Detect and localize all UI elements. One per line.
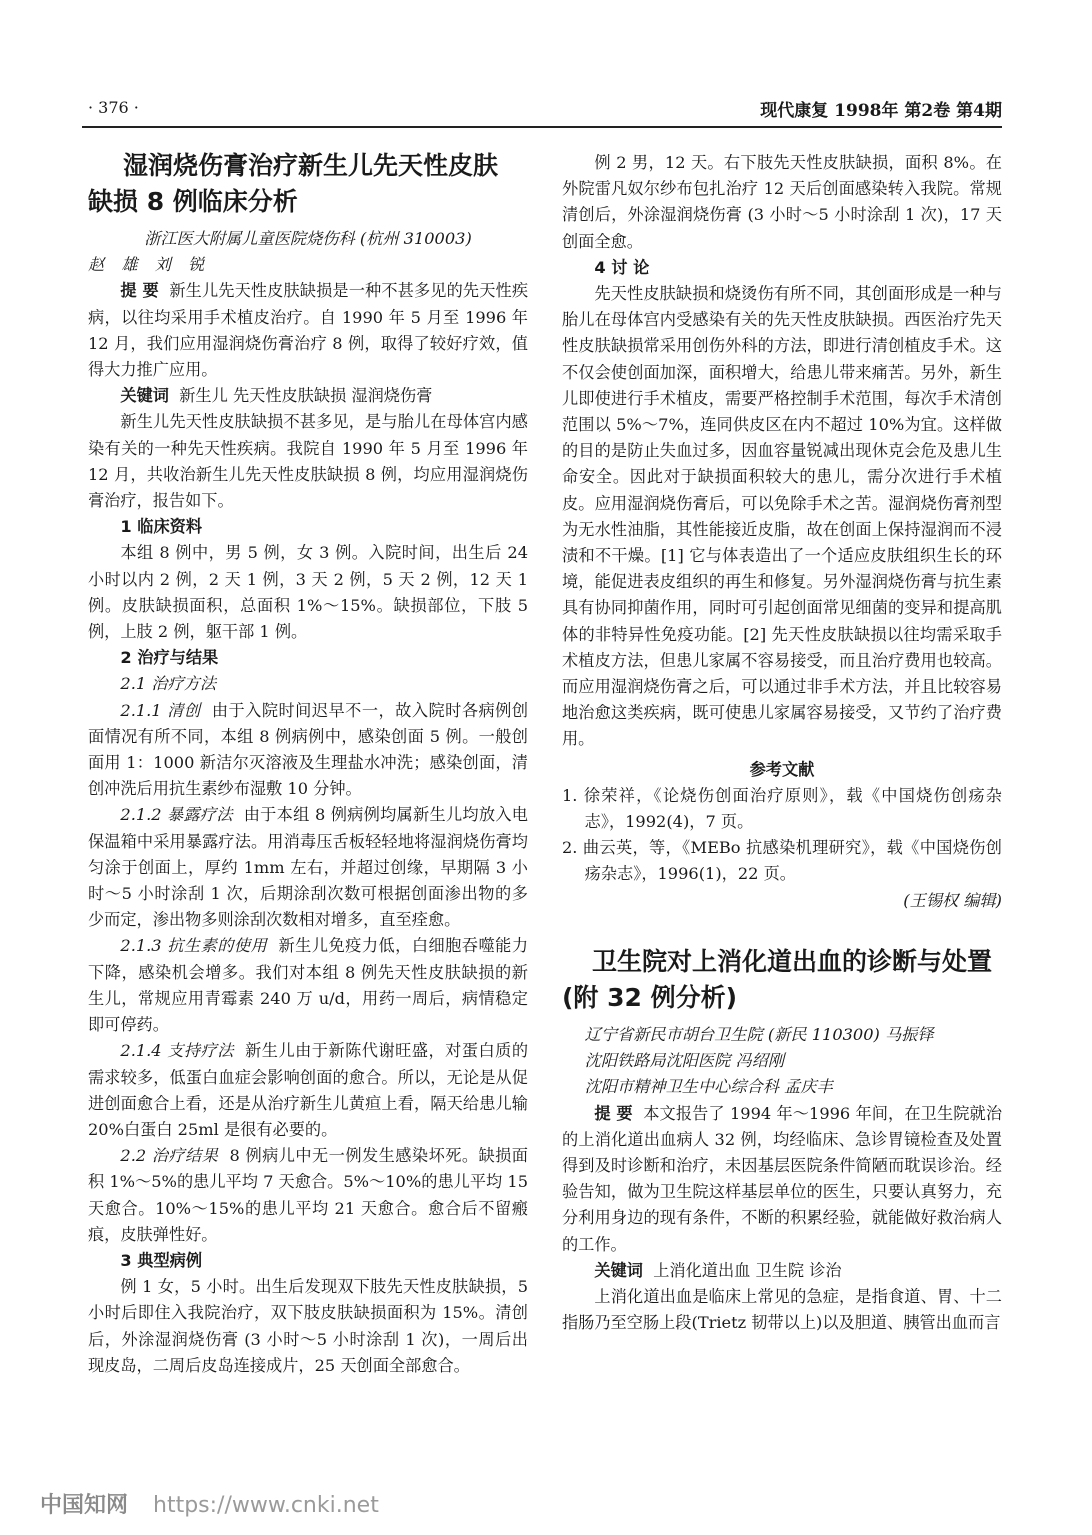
section-2-1-2-text: 由于本组 8 例病例均属新生儿均放入电保温箱中采用暴露疗法。用消毒压舌板轻轻地将湿润烧伤膏均匀涂于创面上，厚约 1mm 左右，并超过创缘，早期隔 3 小时～5 小时涂刮 1 次，后期涂刮次数可根据创面渗出物的多少而定，渗出物多则涂刮次数相对增多，直至痊愈。 bbox=[88, 805, 528, 930]
article1-affiliation: 浙江医大附属儿童医院烧伤科 (杭州 310003) bbox=[144, 229, 472, 248]
section-2-2-label: 2.2 治疗结果 bbox=[120, 1146, 219, 1166]
cnki-site-name: 中国知网 bbox=[40, 1493, 129, 1518]
section-2-1-4-text: 新生儿由于新陈代谢旺盛，对蛋白质的需求较多，低蛋白血症会影响创面的愈合。所以，无论是从促进创面愈合上看，还是从治疗新生儿黄疸上看，隔天给患儿输 20%白蛋白 25ml 是很有必要的。 bbox=[88, 1041, 529, 1139]
keywords-text: 新生儿 先天性皮肤缺损 湿润烧伤膏 bbox=[179, 386, 433, 406]
article1-title-line1: 湿润烧伤膏治疗新生儿先天性皮肤 bbox=[123, 151, 499, 180]
keywords-label: 关键词 bbox=[120, 386, 169, 406]
section-3-title: 3 典型病例 bbox=[120, 1250, 203, 1270]
cnki-url: https://www.cnki.net bbox=[153, 1493, 379, 1518]
case-2: 例 2 男，12 天。右下肢先天性皮肤缺损，面积 8%。在外院雷凡奴尔纱布包扎治疗 12 天后创面感染转入我院。常规清创后，外涂湿润烧伤膏 (3 小时～5 小时涂刮 1 次)，17 天创面全愈。 bbox=[562, 153, 1002, 251]
article1-intro: 新生儿先天性皮肤缺损不甚多见，是与胎儿在母体宫内感染有关的一种先天性疾病。我院自 1990 年 5 月至 1996 年 12 月，共收治新生儿先天性皮肤缺损 8 例，均应用湿润烧伤膏治疗，报告如下。 bbox=[88, 412, 528, 511]
article1-abstract bbox=[88, 278, 528, 383]
page-number: · 376 · bbox=[88, 98, 139, 117]
article1-authors: 赵 雄 刘 锐 bbox=[88, 255, 211, 275]
reference-2: 2. 曲云英，等，《MEBo 抗感染机理研究》，载《中国烧伤创疡杂志》，1996(1)，22 页。 bbox=[562, 838, 1002, 884]
watermark-footer bbox=[40, 1488, 379, 1519]
section-2-1-3-label: 2.1.3 抗生素的使用 bbox=[120, 936, 268, 956]
reference-1: 1. 徐荣祥，《论烧伤创面治疗原则》，载《中国烧伤创疡杂志》，1992(4)，7 页。 bbox=[562, 785, 1002, 832]
abstract-label: 提 要 bbox=[120, 281, 159, 301]
section-2-2-text: 8 例病儿中无一例发生感染坏死。缺损面积 1%～5%的患儿平均 7 天愈合。5%～10%的患儿平均 15 天愈合。10%～15%的患儿平均 21 天愈合。愈合后不留瘢痕，皮肤弹性好。 bbox=[88, 1146, 528, 1244]
case-1: 例 1 女，5 小时。出生后发现双下肢先天性皮肤缺损，5 小时后即住入我院治疗，双下肢皮肤缺损面积为 15%。清创后，外涂湿润烧伤膏 (3 小时～5 小时涂刮 1 次)，一周后出现皮岛，二周后皮岛连接成片，25 天创面全部愈合。 bbox=[88, 1277, 528, 1375]
header-rule bbox=[82, 126, 1002, 128]
section-1-title: 1 临床资料 bbox=[120, 517, 203, 537]
section-2-1-title: 2.1 治疗方法 bbox=[120, 674, 217, 694]
article2-abstract bbox=[562, 1101, 1002, 1258]
article2-intro: 上消化道出血是临床上常见的急症，是指食道、胃、十二指肠乃至空肠上段(Trietz 韧带以上)以及胆道、胰管出血而言 bbox=[562, 1286, 1002, 1333]
article2-abstract-label: 提 要 bbox=[594, 1103, 633, 1123]
article2-keywords-label: 关键词 bbox=[594, 1260, 643, 1280]
section-2-2 bbox=[88, 1143, 528, 1248]
article2-affiliation-2: 沈阳铁路局沈阳医院 冯绍刚 bbox=[584, 1051, 785, 1071]
article2-title-line1: 卫生院对上消化道出血的诊断与处置 bbox=[592, 946, 993, 976]
article1-keywords bbox=[88, 383, 528, 409]
article1-title-line2: 缺损 8 例临床分析 bbox=[88, 187, 298, 216]
article2-affiliation-1: 辽宁省新民市胡台卫生院 (新民 110300) 马振铎 bbox=[584, 1024, 934, 1044]
section-2-1-3 bbox=[88, 933, 528, 1038]
section-2-1-1-text: 由于入院时间迟早不一，故入院时各病例创面情况有所不同，本组 8 例病例中，感染创面 5 例。一般创面用 1：1000 新洁尔灭溶液及生理盐水冲洗；感染创面，清创冲洗后用抗生素纱布湿敷 10 分钟。 bbox=[88, 700, 529, 799]
article2-abstract-text: 本文报告了 1994 年～1996 年间，在卫生院就治的上消化道出血病人 32 例，均经临床、急诊胃镜检查及处置得到及时诊断和治疗，未因基层医院条件简陋而耽误诊治。经验告知，做为卫生院这样基层单位的医生，只要认真努力，充分利用身边的现有条件，不断的积累经验，就能做好救治病人的工作。 bbox=[562, 1103, 1003, 1254]
editor-credit: (王锡权 编辑) bbox=[903, 890, 1002, 910]
article2-keywords-text: 上消化道出血 卫生院 诊治 bbox=[653, 1260, 842, 1280]
section-2-title: 2 治疗与结果 bbox=[120, 648, 219, 668]
section-2-1-4-label: 2.1.4 支持疗法 bbox=[120, 1041, 234, 1061]
article2-title-line2: (附 32 例分析) bbox=[562, 982, 738, 1012]
section-2-1-2-label: 2.1.2 暴露疗法 bbox=[120, 805, 233, 825]
section-1-text: 本组 8 例中，男 5 例，女 3 例。入院时间，出生后 24 小时以内 2 例，2 天 1 例，3 天 2 例，5 天 2 例，12 天 1 例。皮肤缺损面积，总面积 1%～15%。缺损部位，下肢 5 例，上肢 2 例，躯干部 1 例。 bbox=[88, 543, 528, 642]
section-2-1-1 bbox=[88, 698, 528, 803]
section-4-title: 4 讨 论 bbox=[594, 257, 650, 277]
article2-keywords bbox=[562, 1258, 1002, 1284]
right-column bbox=[562, 150, 1002, 1336]
section-2-1-2 bbox=[88, 802, 528, 933]
page-header bbox=[82, 96, 1002, 124]
section-2-1-3-text: 新生儿免疫力低，白细胞吞噬能力下降，感染机会增多。我们对本组 8 例先天性皮肤缺损的新生儿，常规应用青霉素 240 万 u/d，用药一周后，病情稳定即可停药。 bbox=[88, 936, 529, 1035]
section-2-1-1-label: 2.1.1 清创 bbox=[120, 700, 201, 720]
article2-affiliation-3: 沈阳市精神卫生中心综合科 孟庆丰 bbox=[584, 1077, 833, 1097]
discussion-text: 先天性皮肤缺损和烧烫伤有所不同，其创面形成是一种与胎儿在母体宫内受感染有关的先天性皮肤缺损。西医治疗先天性皮肤缺损常采用创伤外科的方法，即进行清创植皮手术。这不仅会使创面加深，面积增大，给患儿带来痛苦。另外，新生儿即使进行手术植皮，需要严格控制手术范围，每次手术清创范围以 5%～7%，连同供皮区在内不超过 10%为宜。这样做的目的是防止失血过多，因血容量锐减出现休克会危及患儿生命安全。因此对于缺损面积较大的患儿，需分次进行手术植皮。应用湿润烧伤膏后，可以免除手术之苦。湿润烧伤膏剂型为无水性油脂，其性能接近皮脂，故在创面上保持湿润而不浸渍和不干燥。[1] 它与体表造出了一个适应皮肤组织生长的环境，能促进表皮组织的再生和修复。另外湿润烧伤膏与抗生素具有协同抑菌作用，同时可引起创面常见细菌的变异和提高肌体的非特异性免疫功能。[2] 先天性皮肤缺损以往均需采取手术植皮方法，但患儿家属不容易接受，而且治疗费用也较高。而应用湿润烧伤膏之后，可以通过非手术方法，并且比较容易地治愈这类疾病，既可使患儿家属容易接受，又节约了治疗费用。 bbox=[562, 284, 1002, 749]
references-title: 参考文献 bbox=[749, 759, 815, 779]
abstract-text: 新生儿先天性皮肤缺损是一种不甚多见的先天性疾病，以往均采用手术植皮治疗。自 1990 年 5 月至 1996 年 12 月，我们应用湿润烧伤膏治疗 8 例，取得了较好疗效，值得大力推广应用。 bbox=[88, 281, 529, 380]
journal-issue: 现代康复 1998年 第2卷 第4期 bbox=[760, 101, 1002, 121]
left-column bbox=[88, 140, 528, 1379]
section-2-1-4 bbox=[88, 1038, 528, 1143]
